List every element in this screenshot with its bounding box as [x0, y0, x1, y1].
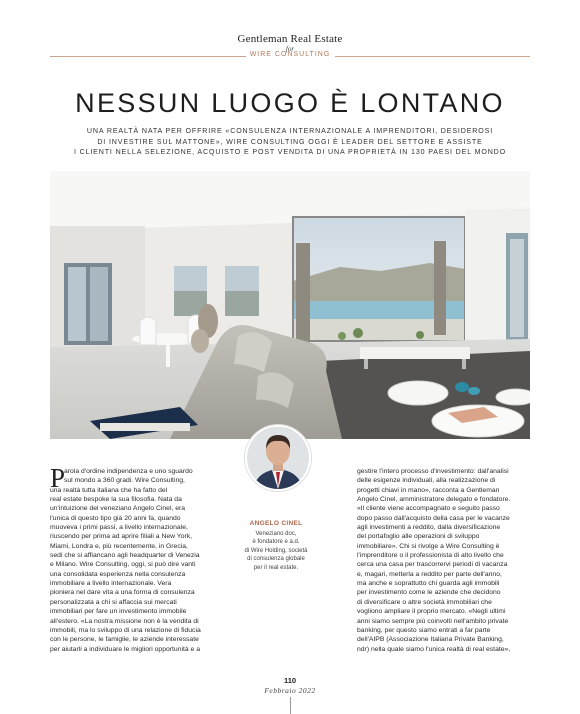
body-line: muoveva i primi passi, a livello internazionale, [50, 524, 188, 532]
page-gutter-line [290, 697, 291, 714]
body-line: gestire l'intero processo d'investimento: dall'analisi [357, 468, 509, 475]
issue-date: Febbraio 2022 [264, 686, 316, 695]
body-line: anni siamo sempre più coinvolti nell'ambito private [357, 617, 509, 625]
drop-cap: P [50, 463, 66, 493]
body-line: una realtà tutta italiana che ha fatto del [50, 486, 168, 494]
body-line: sul mondo a 360 gradi. Wire Consulting, [64, 477, 185, 485]
body-line: Miami, Londra e, più recentemente, in Grecia, [50, 542, 188, 550]
body-line: all'estero. «La nostra missione non è la vendita di [50, 617, 199, 625]
masthead-for: for [285, 45, 295, 53]
dek-line: DI INVESTIRE SUL MATTONE», WIRE CONSULTING OGGI È LEADER DEL SETTORE E ASSISTE [97, 137, 483, 146]
profile-line: per il real estate. [253, 564, 299, 571]
body-line: dopo passo dall'acquisto della casa per le vacanze [357, 514, 510, 522]
body-line: vogliono ampliare il proprio mercato. «Negli ultimi [357, 608, 506, 616]
body-line: immobiliari per fare un investimento immobile [50, 608, 187, 616]
body-line: real estate bespoke la sua filosofia. Nata da [50, 496, 182, 504]
man-portrait-icon [247, 427, 309, 489]
body-line: personalizzata a chi si affaccia sui mercati [50, 598, 177, 606]
body-line: per investimento come le aziende che decidono [357, 589, 501, 597]
body-line: del portafoglio alle operazioni di sviluppo [357, 533, 480, 541]
profile-name: ANGELO CINEL [249, 520, 303, 527]
body-line: arola d'ordine indipendenza e uno sguardo [64, 468, 193, 475]
body-line: di diversificare o altre società immobiliari che [357, 598, 492, 606]
interior-photo [50, 171, 530, 439]
body-line: agli investimenti a reddito, dalla diversificazione [357, 524, 501, 532]
body-line: riuscendo per prima ad aprire filiali a New York, [50, 533, 193, 541]
profile-line: è fondatore e a.d. [252, 539, 300, 546]
body-line: immobiliare a livello internazionale. Vera [50, 580, 172, 588]
dek-line: UNA REALTÀ NATA PER OFFRIRE «CONSULENZA INTERNAZIONALE A IMPRENDITORI, DESIDEROSI [86, 127, 494, 135]
body-line: un'intuizione del veneziano Angelo Cinel, era [50, 505, 186, 513]
body-line: immobiliare». Chi si rivolge a Wire Consulting è [357, 542, 500, 550]
body-line: cerca una casa per trascorrervi periodi di vacanza [357, 561, 508, 569]
body-column-left [50, 463, 222, 654]
sponsor-name: WIRE CONSULTING [249, 51, 331, 58]
body-line: con le persone, le famiglie, le aziende interessate [50, 636, 199, 644]
body-line: delle esigenze individuali, alla realizzazione di [357, 477, 496, 485]
body-line: l'unica di questo tipo già 20 anni fa, quando [50, 514, 181, 522]
body-line: una consolidata esperienza nella consulenza [50, 570, 186, 578]
body-line: immobili, ma lo sviluppo di una relazione di fiducia [50, 626, 201, 634]
body-line: Angelo Cinel, amministratore delegato e fondatore. [357, 496, 511, 504]
dek-line: I CLIENTI NELLA SELEZIONE, ACQUISTO E POST VENDITA DI UNA PROPRIETÀ IN 130 PAESI DEL MONDO [73, 148, 507, 156]
body-line: banking, per questo siamo entrati a far parte [357, 626, 491, 634]
angelo-cinel-portrait [245, 425, 311, 491]
body-line: dell'AIPB (Associazione Italiana Private Banking, [357, 636, 504, 644]
body-line: e Milano. Wire Consulting, oggi, si può dire vanti [50, 561, 196, 569]
magazine-title: Gentleman Real Estate [237, 33, 343, 45]
body-line: progetti chiavi in mano», racconta a Gentleman [357, 486, 500, 494]
body-line: l'imprenditore o il professionista di alto livello che [357, 552, 504, 560]
article-headline: NESSUN LUOGO È LONTANO [75, 88, 505, 118]
profile-line: di Wire Holding, società [244, 547, 308, 554]
body-line: ma anche e soprattutto chi guarda agli immobili [357, 580, 500, 588]
article-dek [60, 126, 520, 158]
body-line: pioniera nel dare vita a una forma di consulenza [50, 589, 195, 597]
body-line: «Il cliente viene accompagnato e seguito passo [357, 505, 500, 513]
body-column-right [357, 467, 529, 654]
body-line: sedi che si affiancano agli headquarter di Venezia [50, 552, 200, 560]
profile-line: Veneziano doc, [255, 531, 297, 537]
villa-living-room-illustration [50, 171, 530, 439]
page-number: 110 [283, 676, 297, 685]
body-line: per aiutarli a individuare le migliori opportunità e a [50, 645, 200, 653]
body-line: ndr) nella quale siamo l'unica realtà di real estate», [357, 645, 511, 653]
profile-line: di consulenza globale [247, 556, 305, 563]
profile-description [236, 530, 316, 572]
body-line: e, magari, metterla a reddito per parte dell'anno, [357, 570, 502, 578]
